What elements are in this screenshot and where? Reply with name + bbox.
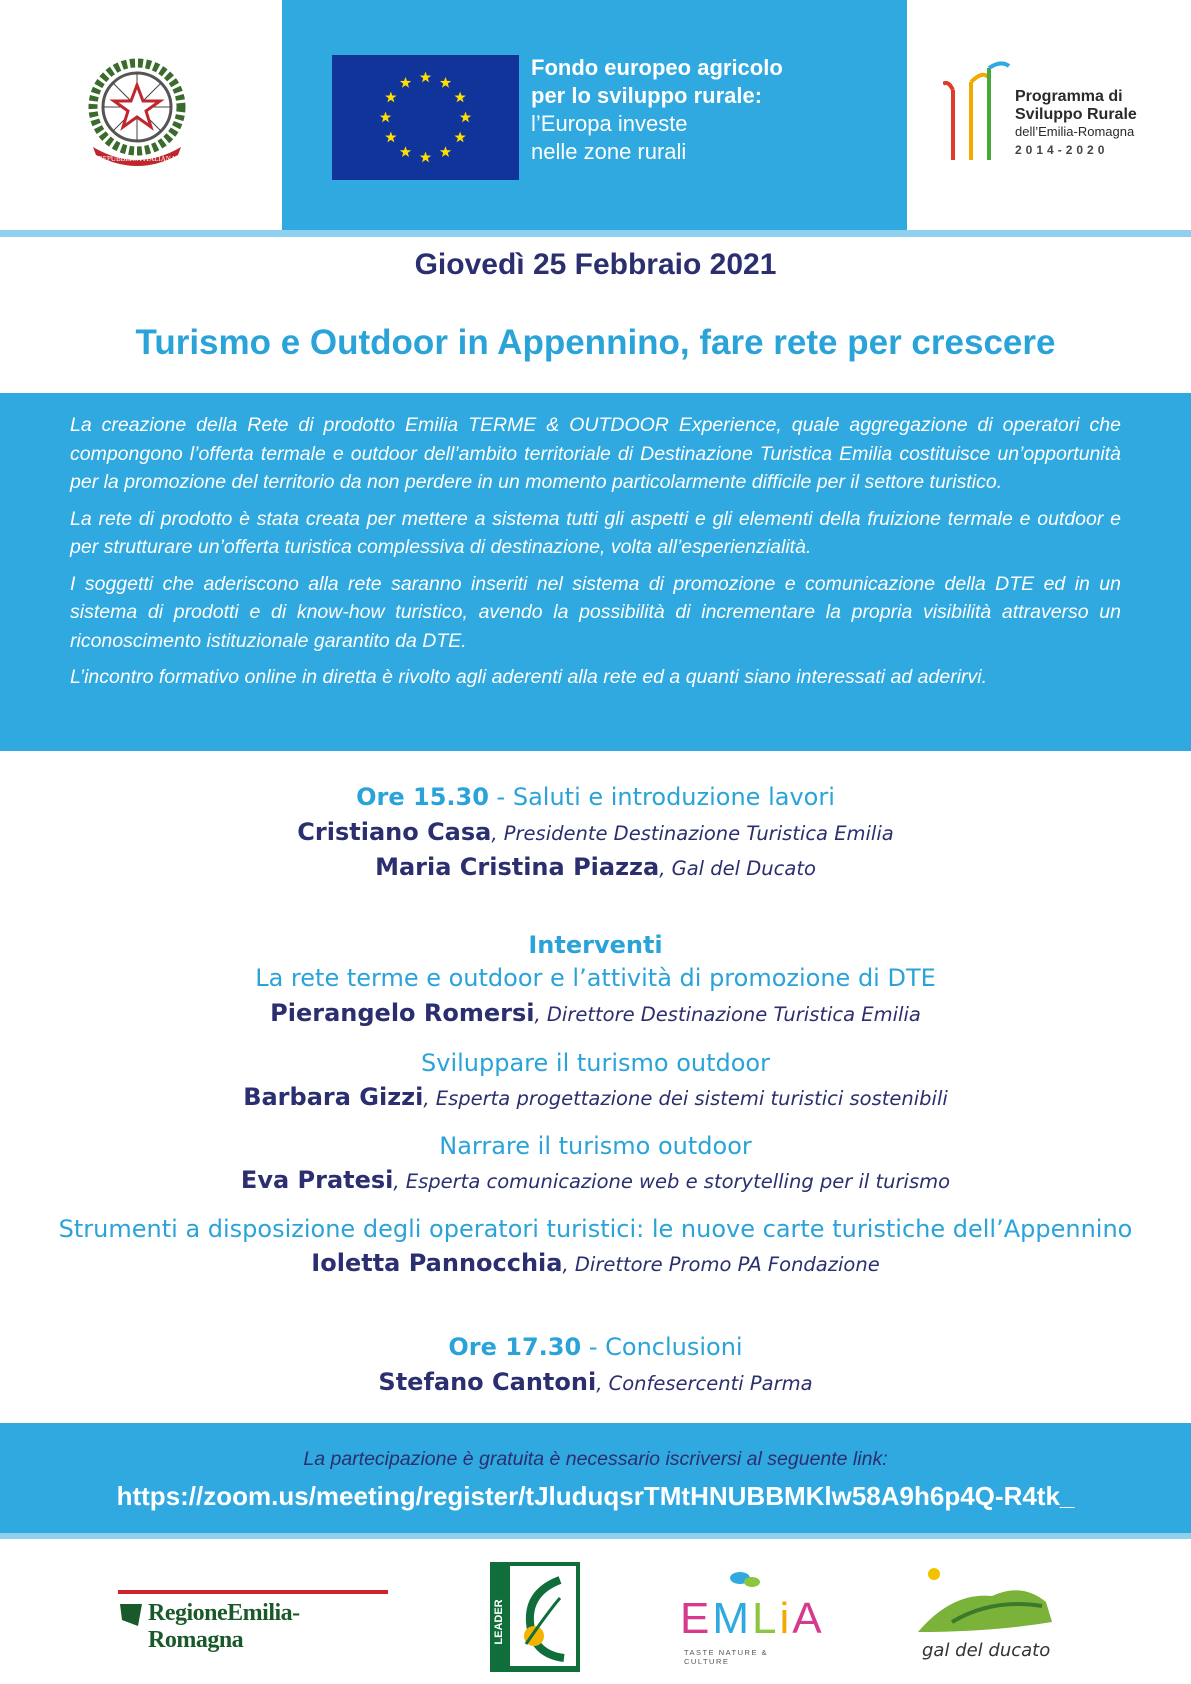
intro-paragraph: I soggetti che aderiscono alla rete saranno inseriti nel sistema di promozione e comunicazione della DTE ed in un sistema di prodotti e di know-how turistico, avendo la possibilità di incrementare la propria visibilità attraverso un riconoscimento istituzionale garantito da DTE. <box>70 572 1121 652</box>
eu-caption <box>531 54 783 166</box>
emilia-letter-m: M <box>712 1594 753 1643</box>
regione-emilia-romagna-logo <box>118 1590 388 1653</box>
gal-hills-icon <box>912 1562 1062 1642</box>
psr-caption <box>1015 88 1137 157</box>
intro-box <box>0 393 1191 751</box>
emblem-ribbon-text: REPUBBLICA ITALIANA <box>98 155 176 163</box>
interventi-heading: Interventi <box>528 931 663 959</box>
talk-title: La rete terme e outdoor e l’attività di promozione di DTE <box>255 964 936 992</box>
eu-line-3: l’Europa investe <box>531 111 688 136</box>
emilia-logo <box>680 1564 825 1666</box>
intro-paragraph: La creazione della Rete di prodotto Emilia TERME & OUTDOOR Experience, quale aggregazione di operatori che compongono l’offerta termale e outdoor dell’ambito territoriale di Destinazione Turistica Emilia costituisce un’opportunità per la promozione del territorio da non perdere in un momento particolarmente difficile per il settore turistico. <box>70 414 1121 493</box>
speaker-role: , Direttore Destinazione Turistica Emilia <box>534 1003 921 1026</box>
talk-title: Strumenti a disposizione degli operatori turistici: le nuove carte turistiche dell’Appennino <box>58 1215 1133 1243</box>
speaker-name: Cristiano Casa <box>297 818 492 846</box>
registration-note: La partecipazione è gratuita è necessario iscriversi al seguente link: <box>303 1448 888 1470</box>
speaker-name: Barbara Gizzi <box>243 1083 424 1111</box>
registration-link[interactable]: https://zoom.us/meeting/register/tJluduqsrTMtHNUBBMKlw58A9h6p4Q-R4tk_ <box>116 1481 1075 1511</box>
header <box>0 0 1191 237</box>
speaker-row <box>0 1166 1191 1194</box>
rer-red-bar <box>118 1590 388 1594</box>
talk-title: Sviluppare il turismo outdoor <box>421 1049 770 1077</box>
emilia-leaf-icon <box>710 1564 770 1594</box>
rer-region-shape-icon <box>118 1600 144 1628</box>
talk-title: Narrare il turismo outdoor <box>439 1132 752 1160</box>
speaker-role: , Gal del Ducato <box>659 857 816 880</box>
psr-sprouts-icon <box>943 60 1013 170</box>
speaker-row <box>0 853 1191 881</box>
emilia-letter-a: A <box>792 1594 825 1643</box>
speaker-row <box>0 1368 1191 1396</box>
intro-paragraph: La rete di prodotto è stata creata per mettere a sistema tutti gli aspetti e gli elementi della fruizione termale e outdoor e per strutturare un’offerta turistica complessiva di destinazione, volta all’esperienzialità. <box>70 507 1121 558</box>
speaker-name: Eva Pratesi <box>240 1166 394 1194</box>
speaker-role: , Confesercenti Parma <box>596 1372 813 1395</box>
header-divider <box>0 230 1191 237</box>
speaker-name: Pierangelo Romersi <box>270 999 535 1027</box>
gal-del-ducato-logo <box>912 1562 1062 1672</box>
event-date: Giovedì 25 Febbraio 2021 <box>414 248 777 281</box>
speaker-role: , Direttore Promo PA Fondazione <box>562 1253 880 1276</box>
italian-republic-emblem-icon <box>78 55 196 173</box>
opening-session <box>0 783 1191 811</box>
eu-banner <box>282 0 907 230</box>
psr-logo <box>943 60 1143 180</box>
eu-flag-icon <box>332 55 519 180</box>
rer-wordmark: RegioneEmilia-Romagna <box>148 1600 300 1653</box>
speaker-name: Maria Cristina Piazza <box>375 853 660 881</box>
eu-line-1: Fondo europeo agricolo <box>531 55 783 80</box>
speaker-role: , Esperta progettazione dei sistemi turistici sostenibili <box>423 1087 948 1110</box>
speaker-name: Ioletta Pannocchia <box>311 1249 563 1277</box>
speaker-role: , Esperta comunicazione web e storytelling per il turismo <box>393 1170 951 1193</box>
speaker-name: Stefano Cantoni <box>378 1368 597 1396</box>
opening-label: - Saluti e introduzione lavori <box>488 783 835 811</box>
psr-line-2: Sviluppo Rurale <box>1015 106 1137 123</box>
emilia-letter-i: i <box>779 1594 793 1643</box>
speaker-row <box>0 1083 1191 1111</box>
footer-divider <box>0 1533 1191 1539</box>
psr-line-3: dell’Emilia-Romagna <box>1015 124 1135 139</box>
emilia-letter-e: E <box>680 1594 713 1643</box>
registration-bar <box>0 1423 1191 1533</box>
closing-time: Ore 17.30 <box>448 1333 582 1361</box>
opening-time: Ore 15.30 <box>356 783 489 811</box>
speaker-row <box>0 1249 1191 1277</box>
speaker-row <box>0 999 1191 1027</box>
speaker-row <box>0 818 1191 846</box>
speaker-role: , Presidente Destinazione Turistica Emilia <box>491 822 894 845</box>
eu-line-2: per lo sviluppo rurale: <box>531 83 763 108</box>
closing-session <box>0 1333 1191 1361</box>
gal-wordmark: gal del ducato <box>922 1640 1051 1661</box>
event-title: Turismo e Outdoor in Appennino, fare rete per crescere <box>135 323 1056 362</box>
leader-logo-icon <box>490 1562 580 1672</box>
emilia-letter-l: L <box>752 1594 780 1643</box>
leader-label: LEADER <box>493 1599 505 1645</box>
psr-line-1: Programma di <box>1015 88 1123 105</box>
emilia-tagline: TASTE NATURE & CULTURE <box>684 1648 769 1666</box>
eu-line-4: nelle zone rurali <box>531 139 687 164</box>
emilia-wordmark <box>680 1594 825 1644</box>
intro-paragraph: L’incontro formativo online in diretta è rivolto agli aderenti alla rete ed a quanti siano interessati ad aderirvi. <box>70 666 988 688</box>
closing-label: - Conclusioni <box>581 1333 743 1361</box>
psr-years: 2014-2020 <box>1015 143 1109 157</box>
